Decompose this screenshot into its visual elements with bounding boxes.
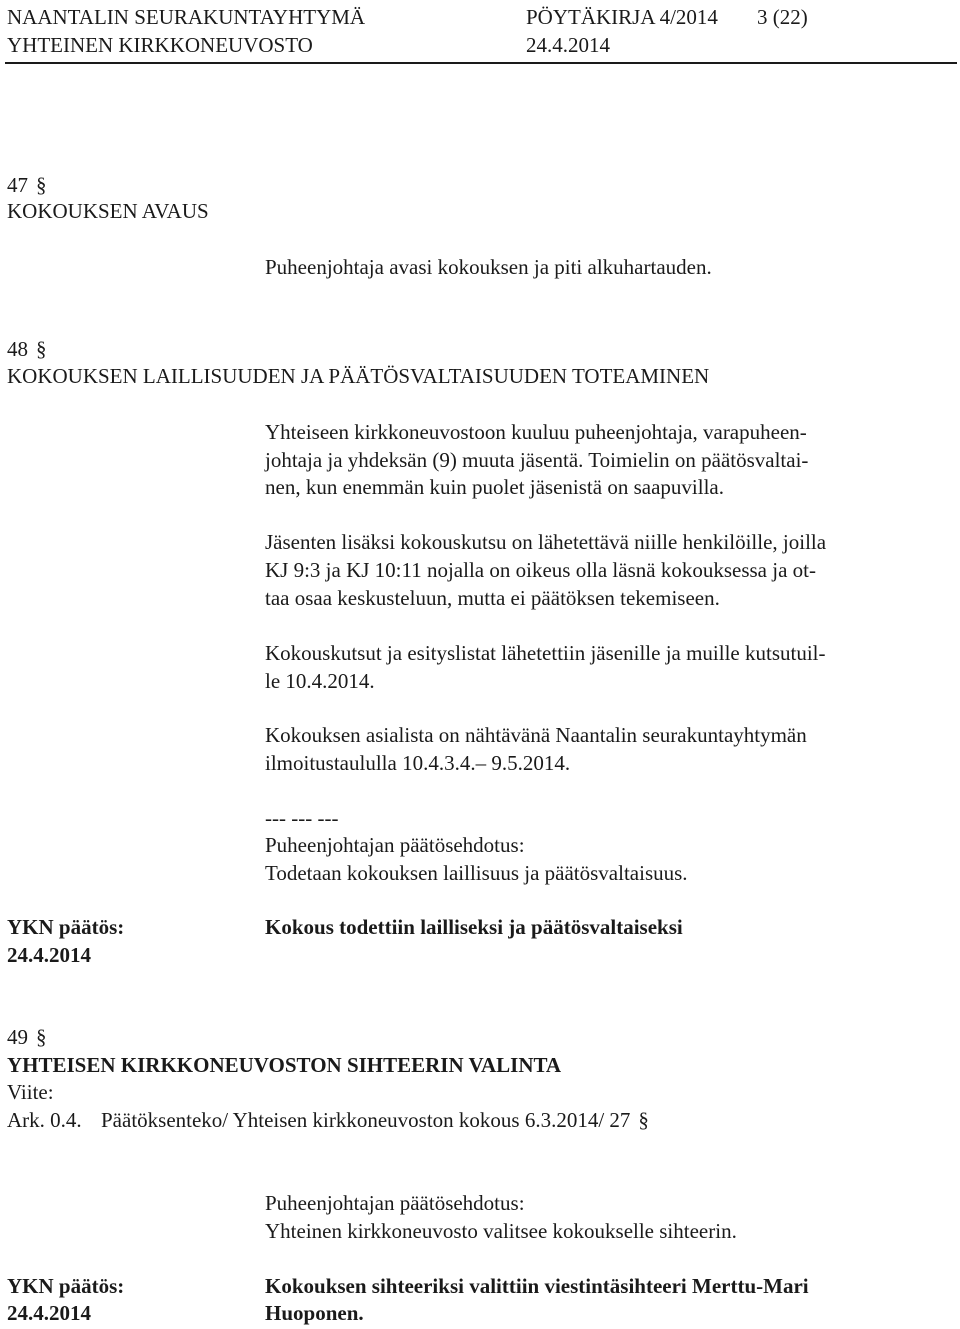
- section-48-decision: Kokous todettiin lailliseksi ja päätösvaltaiseksi: [265, 915, 683, 939]
- header-date: 24.4.2014: [526, 33, 610, 57]
- section-49-decision-line1: Kokouksen sihteeriksi valittiin viestintäsihteeri Merttu-Mari: [265, 1274, 809, 1298]
- section-48-divider: --- --- ---: [265, 806, 339, 830]
- section-47-number: 47 §: [7, 173, 47, 197]
- header-page: 3 (22): [757, 5, 808, 29]
- section-49-reference-text: Päätöksenteko/ Yhteisen kirkkoneuvoston kokous 6.3.2014/ 27 §: [101, 1108, 649, 1132]
- section-49-decision-line2: Huoponen.: [265, 1301, 364, 1325]
- section-49-title: YHTEISEN KIRKKONEUVOSTON SIHTEERIN VALINTA: [7, 1053, 562, 1077]
- section-48-p1-line2: johtaja ja yhdeksän (9) muuta jäsentä. Toimielin on päätösvaltai-: [265, 448, 809, 472]
- section-48-p4-line2: ilmoitustaululla 10.4.3.4.– 9.5.2014.: [265, 751, 571, 775]
- header-divider: [5, 62, 957, 64]
- section-48-p1-line1: Yhteiseen kirkkoneuvostoon kuuluu puheenjohtaja, varapuheen-: [265, 420, 807, 444]
- section-49-proposal-label: Puheenjohtajan päätösehdotus:: [265, 1191, 525, 1215]
- section-48-decision-date: 24.4.2014: [7, 943, 91, 967]
- section-48-proposal-label: Puheenjohtajan päätösehdotus:: [265, 833, 525, 857]
- header-org: NAANTALIN SEURAKUNTAYHTYMÄ: [7, 5, 366, 29]
- section-48-p2-line2: KJ 9:3 ja KJ 10:11 nojalla on oikeus olla läsnä kokouksessa ja ot-: [265, 558, 816, 582]
- section-49-decision-label: YKN päätös:: [7, 1274, 125, 1298]
- section-47-text: Puheenjohtaja avasi kokouksen ja piti alkuhartauden.: [265, 255, 712, 279]
- section-48-p3-line2: le 10.4.2014.: [265, 669, 375, 693]
- section-47-title: KOKOUKSEN AVAUS: [7, 199, 209, 223]
- section-48-p4-line1: Kokouksen asialista on nähtävänä Naantalin seurakuntayhtymän: [265, 723, 807, 747]
- section-48-p3-line1: Kokouskutsut ja esityslistat lähetettiin jäsenille ja muille kutsutuil-: [265, 641, 826, 665]
- header-document: PÖYTÄKIRJA 4/2014: [526, 5, 718, 29]
- section-48-p1-line3: nen, kun enemmän kuin puolet jäsenistä on saapuvilla.: [265, 475, 724, 499]
- header-body: YHTEINEN KIRKKONEUVOSTO: [7, 33, 313, 57]
- section-48-number: 48 §: [7, 337, 47, 361]
- section-48-p2-line3: taa osaa keskusteluun, mutta ei päätöksen tekemiseen.: [265, 586, 720, 610]
- section-48-title: KOKOUKSEN LAILLISUUDEN JA PÄÄTÖSVALTAISUUDEN TOTEAMINEN: [7, 364, 710, 388]
- section-48-proposal: Todetaan kokouksen laillisuus ja päätösvaltaisuus.: [265, 861, 688, 885]
- section-48-p2-line1: Jäsenten lisäksi kokouskutsu on lähetettävä niille henkilöille, joilla: [265, 530, 827, 554]
- section-49-number: 49 §: [7, 1025, 47, 1049]
- section-48-decision-label: YKN päätös:: [7, 915, 125, 939]
- section-49-decision-date: 24.4.2014: [7, 1301, 91, 1325]
- section-49-reference-code: Ark. 0.4.: [7, 1108, 82, 1132]
- section-49-reference-label: Viite:: [7, 1080, 54, 1104]
- section-49-proposal: Yhteinen kirkkoneuvosto valitsee kokoukselle sihteerin.: [265, 1219, 737, 1243]
